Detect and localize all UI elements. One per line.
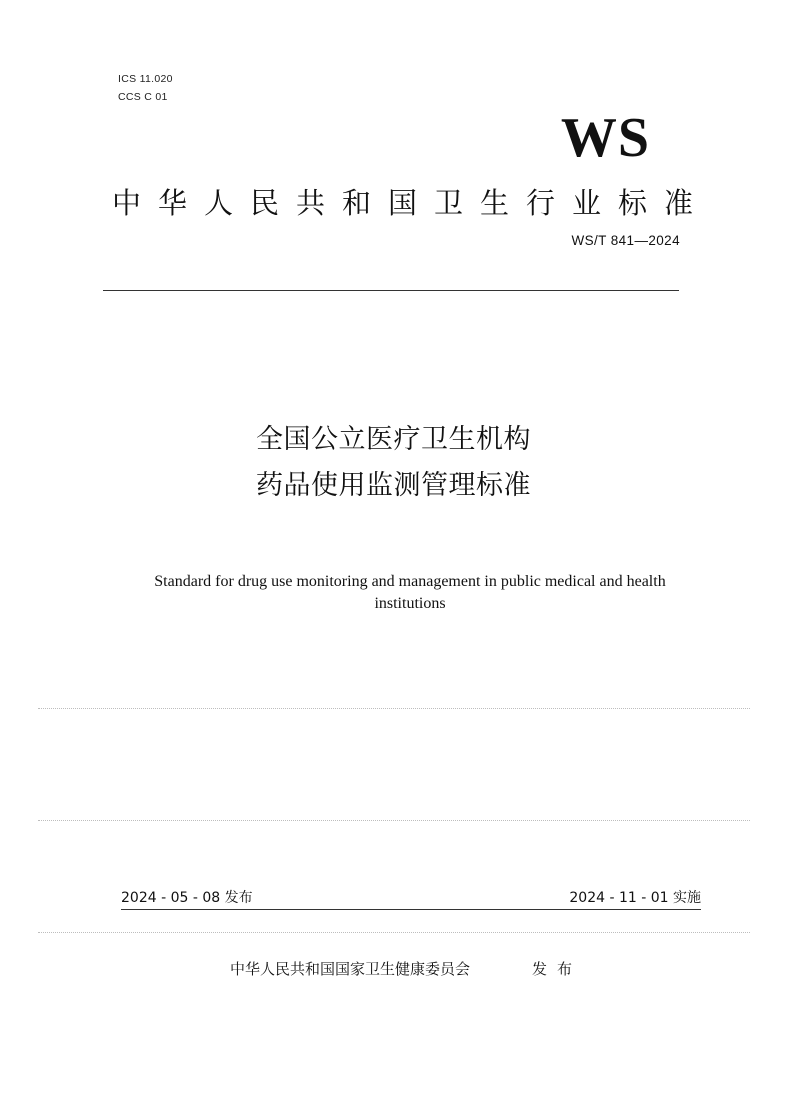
ccs-code: CCS C 01	[118, 91, 168, 103]
implementation-date: 2024 - 11 - 01 实施	[569, 890, 701, 906]
ws-logo: WS	[560, 107, 650, 169]
date-divider	[121, 909, 701, 910]
title-cn-line-1: 全国公立医疗卫生机构	[256, 424, 531, 455]
publish-label: 发布	[532, 960, 583, 978]
dotted-separator	[38, 820, 750, 821]
title-cn-line-2: 药品使用监测管理标准	[256, 470, 531, 501]
issue-date: 2024 - 05 - 08 发布	[121, 890, 253, 906]
standard-code: WS/T 841—2024	[571, 233, 680, 248]
dotted-separator	[38, 708, 750, 709]
standard-type-heading: 中华人民共和国卫生行业标准	[112, 186, 711, 220]
header-divider	[103, 290, 679, 291]
title-english: Standard for drug use monitoring and management in public medical and health institutions	[154, 573, 666, 612]
publisher-name: 中华人民共和国国家卫生健康委员会	[230, 960, 471, 978]
dotted-separator	[38, 932, 750, 933]
ics-code: ICS 11.020	[118, 73, 173, 85]
